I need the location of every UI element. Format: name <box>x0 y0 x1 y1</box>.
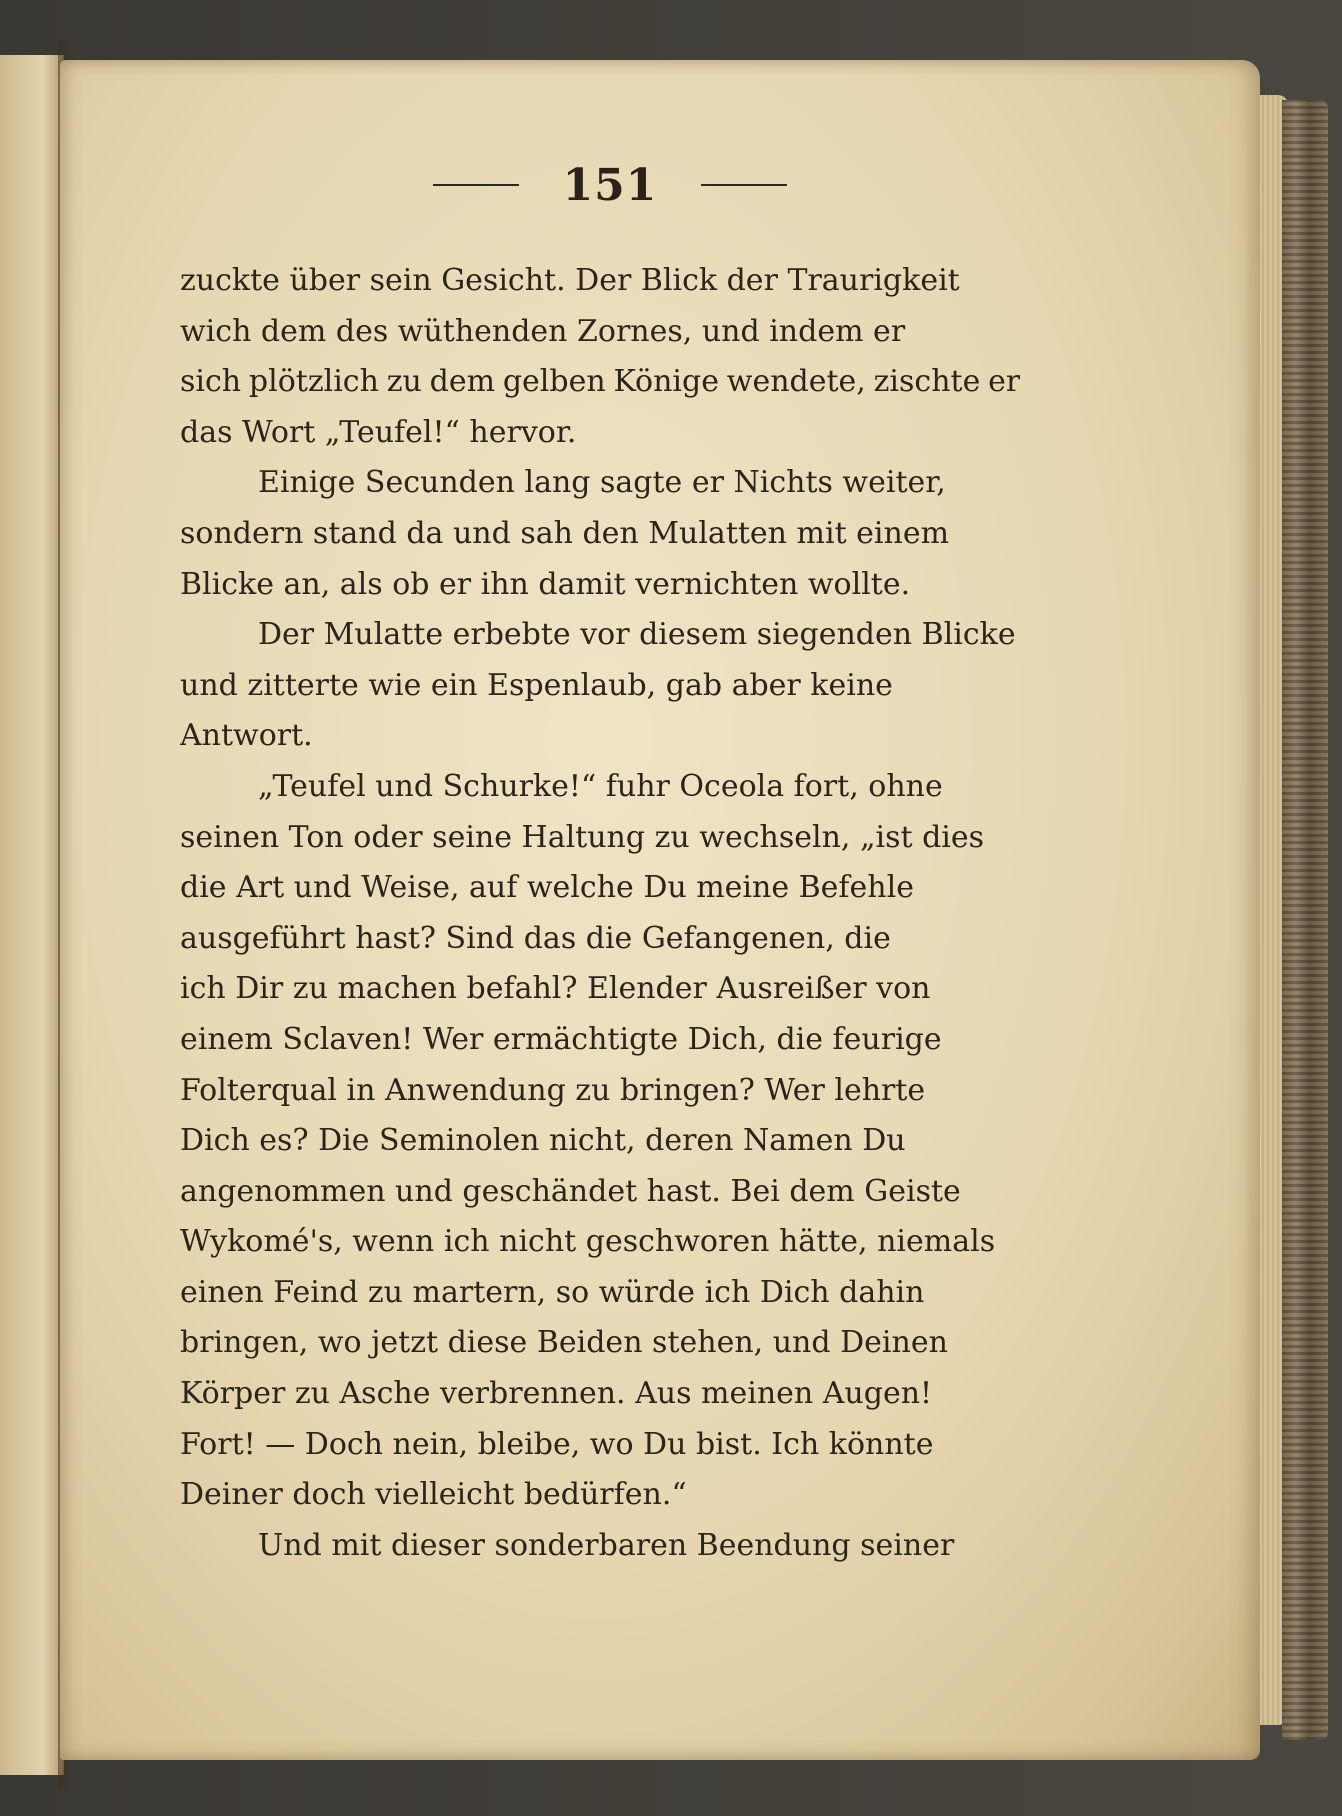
text-line: Der Mulatte erbebte vor diesem siegenden Blicke <box>258 617 1016 653</box>
previous-page-edge <box>0 55 64 1775</box>
text-line: sondern stand da und sah den Mulatten mit einem <box>180 515 950 551</box>
cover-board <box>1282 100 1328 1740</box>
text-line: Antwort. <box>180 718 313 754</box>
text-line: „Teufel und Schurke!“ fuhr Oceola fort, ohne <box>258 768 943 804</box>
text-line: zuckte über sein Gesicht. Der Blick der Traurigkeit <box>180 263 960 298</box>
text-line: und zitterte wie ein Espenlaub, gab aber keine <box>180 667 893 703</box>
text-line: Wykomé's, wenn ich nicht geschworen hätte, niemals <box>180 1224 996 1260</box>
text-line: einem Sclaven! Wer ermächtigte Dich, die feurige <box>180 1021 942 1057</box>
text-line: Blicke an, als ob er ihn damit vernichten wollte. <box>180 566 911 602</box>
body-text <box>180 256 1020 1571</box>
text-line: einen Feind zu martern, so würde ich Dich dahin <box>180 1274 925 1310</box>
text-line: wich dem des wüthenden Zornes, und indem er <box>180 313 906 349</box>
text-line: Dich es? Die Seminolen nicht, deren Namen Du <box>180 1123 906 1159</box>
text-line: sich plötzlich zu dem gelben Könige wendete, zischte er <box>180 364 1020 400</box>
text-line: seinen Ton oder seine Haltung zu wechseln, „ist dies <box>180 819 985 855</box>
text-line: die Art und Weise, auf welche Du meine Befehle <box>180 870 914 906</box>
page-number: 151 <box>562 159 658 211</box>
header-rule-right <box>701 184 787 186</box>
text-line: ausgeführt hast? Sind das die Gefangenen, die <box>180 920 891 956</box>
text-line: Fort! — Doch nein, bleibe, wo Du bist. Ich könnte <box>180 1426 934 1462</box>
header-rule-left <box>433 184 519 186</box>
text-line: das Wort „Teufel!“ hervor. <box>180 414 577 450</box>
text-line: Folterqual in Anwendung zu bringen? Wer lehrte <box>180 1072 926 1108</box>
text-line: bringen, wo jetzt diese Beiden stehen, und Deinen <box>180 1325 948 1361</box>
text-line: Und mit dieser sonderbaren Beendung seiner <box>258 1527 955 1563</box>
text-line: Deiner doch vielleicht bedürfen.“ <box>180 1477 687 1513</box>
text-line: Körper zu Asche verbrennen. Aus meinen Augen! <box>180 1376 933 1412</box>
text-line: Einige Secunden lang sagte er Nichts weiter, <box>258 465 946 501</box>
text-line: ich Dir zu machen befahl? Elender Ausreißer von <box>180 971 931 1007</box>
text-line: angenommen und geschändet hast. Bei dem Geiste <box>180 1173 961 1209</box>
page-header <box>400 150 820 220</box>
